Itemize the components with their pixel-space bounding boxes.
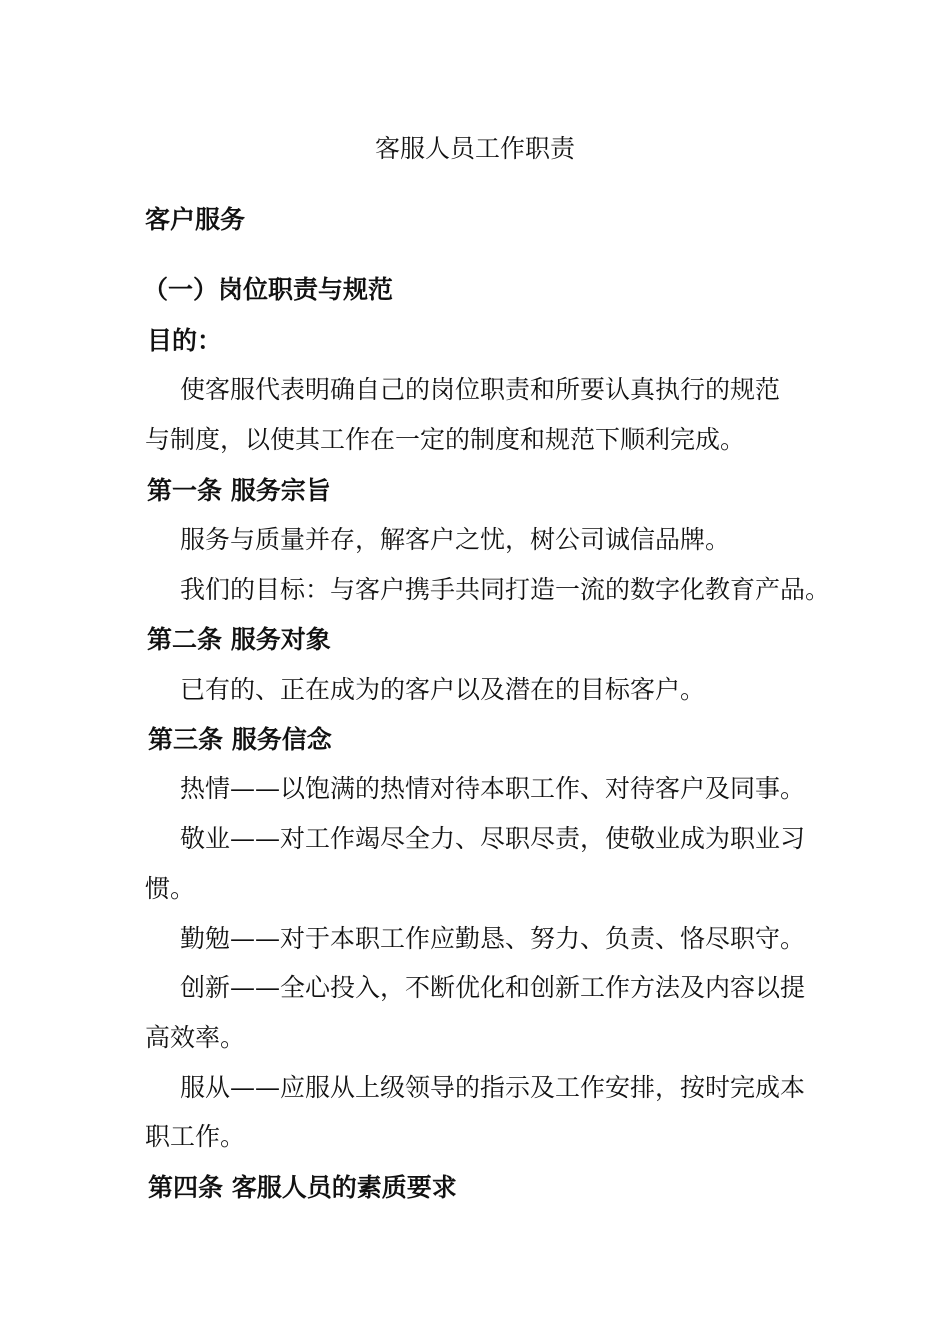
belief-dedication-line-1: 敬业——对工作竭尽全力、尽职尽责，使敬业成为职业习 bbox=[180, 824, 806, 853]
belief-innovation-line-2: 高效率。 bbox=[145, 1023, 246, 1052]
subsection-heading: （一）岗位职责与规范 bbox=[143, 275, 394, 304]
belief-enthusiasm: 热情——以饱满的热情对待本职工作、对待客户及同事。 bbox=[180, 774, 806, 803]
article-4-heading: 第四条 客服人员的素质要求 bbox=[148, 1173, 457, 1202]
article-1-text-2: 我们的目标：与客户携手共同打造一流的数字化教育产品。 bbox=[180, 575, 831, 604]
belief-diligence: 勤勉——对于本职工作应勤恳、努力、负责、恪尽职守。 bbox=[180, 924, 806, 953]
purpose-paragraph-line-1: 使客服代表明确自己的岗位职责和所要认真执行的规范 bbox=[180, 375, 781, 404]
article-3-heading: 第三条 服务信念 bbox=[148, 725, 332, 754]
belief-obedience-line-1: 服从——应服从上级领导的指示及工作安排，按时完成本 bbox=[180, 1073, 806, 1102]
article-1-heading: 第一条 服务宗旨 bbox=[147, 476, 331, 505]
purpose-paragraph-line-2: 与制度，以使其工作在一定的制度和规范下顺利完成。 bbox=[145, 425, 746, 454]
belief-obedience-line-2: 职工作。 bbox=[145, 1122, 246, 1151]
article-2-text: 已有的、正在成为的客户以及潜在的目标客户。 bbox=[180, 675, 706, 704]
article-2-heading: 第二条 服务对象 bbox=[147, 625, 331, 654]
belief-dedication-line-2: 惯。 bbox=[145, 874, 196, 903]
section-heading: 客户服务 bbox=[145, 205, 246, 234]
purpose-heading: 目的： bbox=[147, 326, 223, 355]
article-1-text-1: 服务与质量并存，解客户之忧，树公司诚信品牌。 bbox=[180, 525, 731, 554]
document-title: 客服人员工作职责 bbox=[374, 134, 575, 163]
belief-innovation-line-1: 创新——全心投入，不断优化和创新工作方法及内容以提 bbox=[180, 973, 806, 1002]
